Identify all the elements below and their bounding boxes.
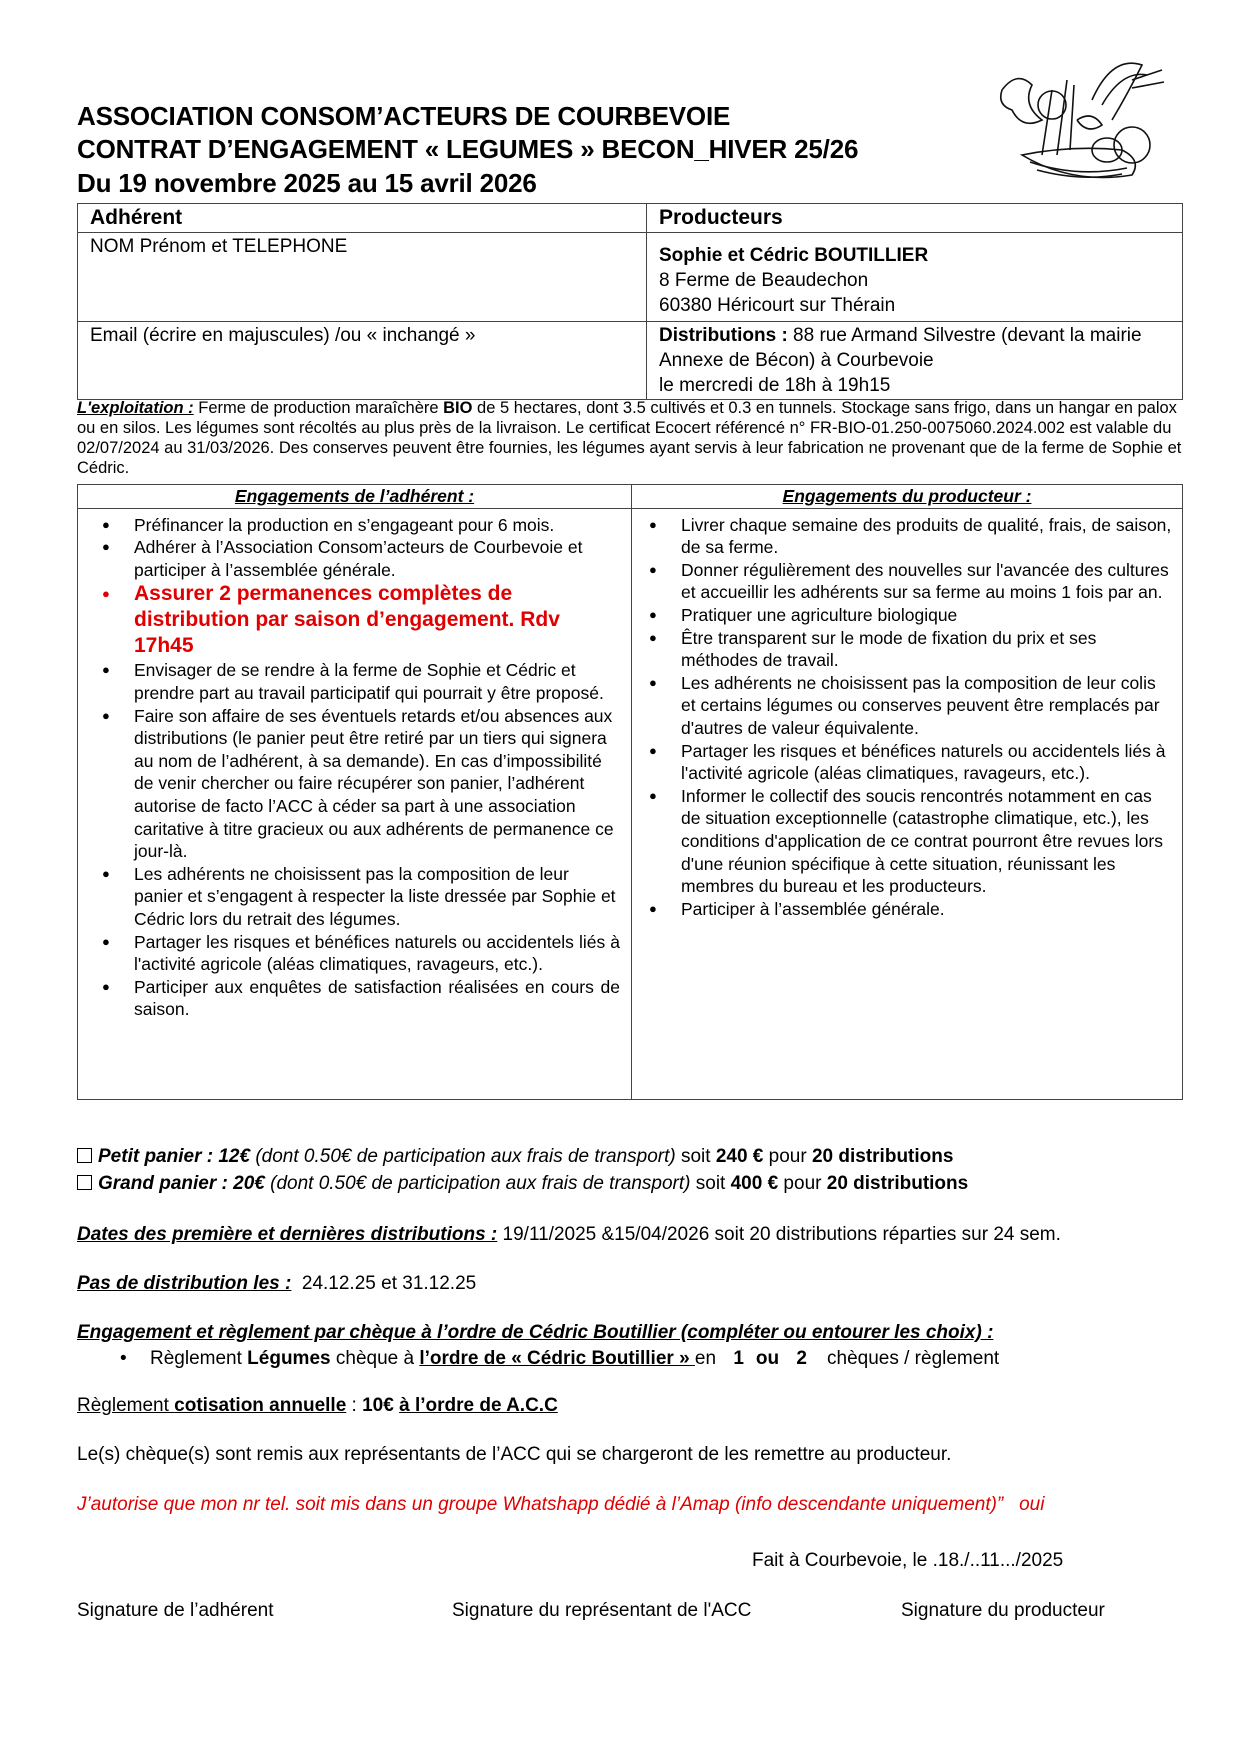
- dates-value: 19/11/2025 &15/04/2026 soit 20 distributions réparties sur 24 sem.: [497, 1224, 1061, 1245]
- member-producer-table: [77, 203, 1183, 400]
- producer-engagement-item: ● Livrer chaque semaine des produits de qualité, frais, de saison, de sa ferme.: [681, 514, 1173, 559]
- ou-text: ou: [755, 1348, 780, 1369]
- producer-engagement-item: ● Pratiquer une agriculture biologique: [681, 604, 1173, 627]
- engagements-table: [77, 484, 1183, 1100]
- no-distribution-label: Pas de distribution les :: [77, 1273, 292, 1294]
- choice-2-cheques[interactable]: 2: [796, 1348, 807, 1369]
- exploitation-text: Ferme de production maraîchère: [193, 399, 444, 417]
- soit-text: soit: [675, 1146, 716, 1167]
- adherent-engagement-item: ● Préfinancer la production en s’engageant pour 6 mois.: [134, 514, 620, 537]
- petit-panier-total: 240 €: [715, 1146, 764, 1167]
- adherent-header: Adhérent: [78, 204, 647, 233]
- payment-item: [120, 1348, 999, 1370]
- petit-panier-note: (dont 0.50€ de participation aux frais de transport): [250, 1146, 676, 1167]
- payment-en: en: [694, 1348, 722, 1369]
- payment-heading: Engagement et règlement par chèque à l’ordre de Cédric Boutillier (compléter ou entourer les choix) :: [77, 1322, 994, 1343]
- contract-title: CONTRAT D’ENGAGEMENT « LEGUMES » BECON_HIVER 25/26: [77, 134, 859, 164]
- payment-mid: chèque à: [330, 1348, 420, 1369]
- adherent-engagement-item: ● Adhérer à l’Association Consom’acteurs de Courbevoie et participer à l’assemblée générale.: [134, 536, 620, 581]
- no-distribution: [77, 1273, 476, 1295]
- dates-label: Dates des première et dernières distributions :: [77, 1224, 498, 1245]
- grand-panier-note: (dont 0.50€ de participation aux frais de transport): [264, 1173, 691, 1194]
- name-phone-label: NOM Prénom et TELEPHONE: [90, 236, 348, 257]
- producer-address-2: 60380 Héricourt sur Thérain: [659, 295, 896, 316]
- grand-panier-option[interactable]: [77, 1173, 968, 1195]
- producteurs-header: Producteurs: [647, 204, 1183, 233]
- adherent-engagement-item: ● Faire son affaire de ses éventuels retards et/ou absences aux distributions (le panier peut être retiré par un tiers qui signera au nom de l’adhérent, à sa demande). En cas d’impossibilité de venir chercher ou faire récupérer son panier, l’adhérent autorise de facto l’ACC à céder sa part à une association caritative à titre gracieux ou aux adhérents de permanence ce jour-là.: [134, 705, 620, 863]
- distributions-address: 88 rue Armand Silvestre (devant la mairie Annexe de Bécon) à Courbevoie: [659, 325, 1142, 371]
- name-phone-field[interactable]: [78, 233, 647, 322]
- adherent-engagement-item: ● Envisager de se rendre à la ferme de Sophie et Cédric et prendre part au travail participatif qui pourrait y être proposé.: [134, 659, 620, 704]
- email-field[interactable]: [78, 322, 647, 400]
- choice-1-cheque[interactable]: 1: [733, 1348, 744, 1369]
- producer-engagement-item: ● Donner régulièrement des nouvelles sur l'avancée des cultures et accueillir les adhérents sur sa ferme au moins 1 fois par an.: [681, 559, 1173, 604]
- payment-suffix: chèques / règlement: [827, 1348, 1000, 1369]
- producer-name: Sophie et Cédric BOUTILLIER: [659, 245, 929, 266]
- producer-address-1: 8 Ferme de Beaudechon: [659, 270, 869, 291]
- no-distribution-value: 24.12.25 et 31.12.25: [291, 1273, 477, 1294]
- producer-engagement-item: ● Participer à l’assemblée générale.: [681, 898, 1173, 921]
- distributions-time: le mercredi de 18h à 19h15: [659, 375, 891, 396]
- contract-period: Du 19 novembre 2025 au 15 avril 2026: [77, 168, 537, 198]
- payment-prefix: Règlement: [150, 1348, 248, 1369]
- signature-adherent[interactable]: Signature de l’adhérent: [77, 1600, 274, 1621]
- soit-text: soit: [690, 1173, 731, 1194]
- grand-panier-label: Grand panier : 20€: [98, 1173, 265, 1194]
- grand-panier-total: 400 €: [730, 1173, 779, 1194]
- petit-panier-checkbox[interactable]: [77, 1148, 92, 1163]
- cotisation-prefix: Règlement: [77, 1395, 175, 1416]
- producer-engagement-item: ● Les adhérents ne choisissent pas la composition de leur colis et certains légumes ou conserves peuvent être remplacés par d'autres de valeur équivalente.: [681, 672, 1173, 740]
- payment-order: l’ordre de « Cédric Boutillier »: [419, 1348, 695, 1369]
- cotisation-colon: :: [346, 1395, 363, 1416]
- adherent-engagements-header: Engagements de l’adhérent :: [78, 485, 632, 509]
- bullet-icon: •: [120, 1348, 127, 1369]
- producer-engagements-cell: [632, 508, 1183, 1099]
- producer-engagements-header: Engagements du producteur :: [632, 485, 1183, 509]
- adherent-engagement-item: ● Partager les risques et bénéfices naturels ou accidentels liés à l'activité agricole (aléas climatiques, ravageurs, etc.).: [134, 931, 620, 976]
- producer-engagement-item: ● Partager les risques et bénéfices naturels ou accidentels liés à l'activité agricole (aléas climatiques, ravageurs, etc.).: [681, 740, 1173, 785]
- exploitation-text-rest: de 5 hectares, dont 3.5 cultivés et 0.3 en tunnels. Stockage sans frigo, dans un hangar en palox ou en silos. Les légumes sont récoltés au plus près de la livraison. Le certificat Ecocert référencé n° FR-BIO-01.250-0075060.2024.002 est valable du 02/07/2024 au 31/03/2026. Des conserves peuvent être fournies, les légumes ayant servis à leur fabrication ne provenant que de la ferme de Sophie et Cédric.: [77, 399, 1182, 477]
- petit-panier-option[interactable]: [77, 1146, 953, 1168]
- distributions-label: Distributions :: [659, 325, 788, 346]
- grand-panier-count: 20 distributions: [826, 1173, 969, 1194]
- producer-engagement-item: ● Informer le collectif des soucis rencontrés notamment en cas de situation exceptionnelle (catastrophe climatique, etc.), les conditions d'application de ce contrat pourront être revues lors d'une réunion spécifique à cette situation, réunissant les membres du bureau et les producteurs.: [681, 785, 1173, 898]
- exploitation-label: L'exploitation :: [77, 399, 194, 417]
- vegetable-basket-icon: [982, 50, 1167, 195]
- adherent-engagement-item: ● Participer aux enquêtes de satisfaction réalisées en cours de saison.: [134, 976, 620, 1021]
- exploitation-paragraph: [77, 398, 1187, 478]
- cotisation-amount: 10€: [362, 1395, 394, 1416]
- grand-panier-checkbox[interactable]: [77, 1175, 92, 1190]
- pour-text: pour: [763, 1146, 812, 1167]
- cotisation-line: [77, 1395, 558, 1417]
- cotisation-order: à l’ordre de A.C.C: [399, 1395, 558, 1416]
- done-at: Fait à Courbevoie, le .18./..11.../2025: [752, 1550, 1064, 1571]
- distributions-cell: [647, 322, 1183, 400]
- bio-label: BIO: [443, 399, 473, 417]
- petit-panier-count: 20 distributions: [811, 1146, 954, 1167]
- producer-info-cell: [647, 233, 1183, 322]
- adherent-engagements-cell: [78, 508, 632, 1099]
- cheques-note: Le(s) chèque(s) sont remis aux représentants de l’ACC qui se chargeront de les remettre au producteur.: [77, 1444, 952, 1465]
- adherent-engagement-item: ● Les adhérents ne choisissent pas la composition de leur panier et s’engagent à respecter la liste dressée par Sophie et Cédric lors du retrait des légumes.: [134, 863, 620, 931]
- signature-acc[interactable]: Signature du représentant de l'ACC: [452, 1600, 752, 1621]
- payment-legumes: Légumes: [247, 1348, 331, 1369]
- petit-panier-label: Petit panier : 12€: [98, 1146, 251, 1167]
- signature-producteur[interactable]: Signature du producteur: [901, 1600, 1105, 1621]
- cotisation-label: cotisation annuelle: [174, 1395, 347, 1416]
- producer-engagement-item: ● Être transparent sur le mode de fixation du prix et ses méthodes de travail.: [681, 627, 1173, 672]
- pour-text: pour: [778, 1173, 827, 1194]
- distribution-dates: [77, 1224, 1061, 1246]
- whatsapp-consent[interactable]: J’autorise que mon nr tel. soit mis dans un groupe Whatshapp dédié à l’Amap (info descendante uniquement)” oui: [77, 1494, 1045, 1515]
- org-title: ASSOCIATION CONSOM’ACTEURS DE COURBEVOIE: [77, 101, 731, 131]
- email-label: Email (écrire en majuscules) /ou « inchangé »: [90, 325, 476, 346]
- adherent-engagement-item-highlight: ● Assurer 2 permanences complètes de distribution par saison d’engagement. Rdv 17h45: [134, 581, 620, 659]
